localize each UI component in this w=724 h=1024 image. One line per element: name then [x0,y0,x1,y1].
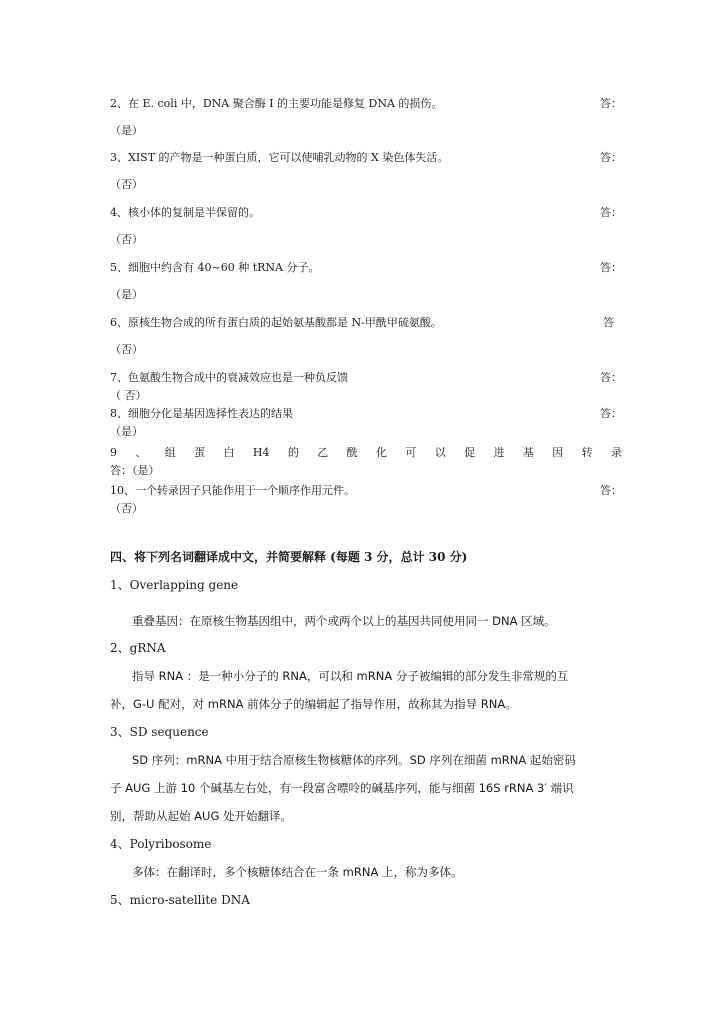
question-2 [110,97,622,111]
term-1: 1、Overlapping gene [110,578,239,592]
q9-part: 酰 [346,446,358,459]
answer-label: 答： [600,407,622,420]
answer-10: （否） [110,502,143,515]
answer-4: （否） [110,233,143,246]
answer-label: 答： [600,484,622,497]
answer-3: （否） [110,178,143,191]
question-text: 10、一个转录因子只能作用于一个顺序作用元件。 [110,484,355,497]
q9-part: 蛋 [194,446,206,459]
question-text: 4、核小体的复制是半保留的。 [110,206,260,219]
q9-part: 转 [581,446,593,459]
answer-label: 答： [600,371,622,384]
q9-part: 化 [375,446,387,459]
answer-label: 答： [600,206,622,219]
q9-part: 可 [405,446,417,459]
term-5: 5、micro-satellite DNA [110,893,250,907]
term-4: 4、Polyribosome [110,837,212,851]
question-8 [110,407,622,421]
question-4 [110,206,622,220]
question-text: 3、XIST 的产物是一种蛋白质，它可以使哺乳动物的 X 染色体失活。 [110,151,449,164]
term-1-explanation: 重叠基因：在原核生物基因组中，两个或两个以上的基因共同使用同一 DNA 区域。 [132,614,556,628]
q9-part: 乙 [317,446,329,459]
term-2-explanation-line-2: 补，G-U 配对，对 mRNA 前体分子的编辑起了指导作用，故称其为指导 RNA。 [110,697,517,711]
answer-label: 答： [600,261,622,274]
question-text: 2、在 E. coli 中，DNA 聚合酶 I 的主要功能是修复 DNA 的损伤。 [110,97,443,110]
term-2-explanation-line-1: 指导 RNA ：是一种小分子的 RNA，可以和 mRNA 分子被编辑的部分发生非常规的互 [132,669,569,683]
section-heading: 四、将下列名词翻译成中文，并简要解释 (每题 3 分，总计 30 分) [110,550,468,564]
term-2: 2、gRNA [110,641,166,655]
answer-9: 答：（是） [110,464,160,477]
answer-8: （是） [110,425,143,438]
q9-part: H4 [252,446,270,459]
answer-label: 答： [600,97,622,110]
answer-2: （是） [110,124,143,137]
question-7 [110,371,622,385]
term-3-explanation-line-2: 子 AUG 上游 10 个碱基左右处，有一段富含嘌呤的碱基序列，能与细菌 16S rRNA 3′ 端识 [110,781,574,795]
q9-part: 的 [287,446,299,459]
term-3-explanation-line-3: 别，帮助从起始 AUG 处开始翻译。 [110,809,293,823]
q9-part: 因 [552,446,564,459]
q9-part: 进 [493,446,505,459]
q9-part: 、 [135,446,147,459]
question-text: 6、原核生物合成的所有蛋白质的起始氨基酸都是 N-甲酰甲硫氨酸。 [110,316,442,329]
question-text: 7、色氨酸生物合成中的衰减效应也是一种负反馈 [110,371,348,384]
q9-part: 以 [434,446,446,459]
question-text: 8、细胞分化是基因选择性表达的结果 [110,407,293,420]
answer-7: （ 否） [110,389,147,402]
term-4-explanation: 多体：在翻译时，多个核糖体结合在一条 mRNA 上，称为多体。 [132,865,463,879]
answer-6: （否） [110,343,143,356]
question-6 [110,316,622,330]
answer-label: 答： [600,151,622,164]
q9-part: 白 [223,446,235,459]
q9-part: 基 [522,446,534,459]
q9-part: 9 [110,446,117,459]
question-10 [110,484,622,498]
question-9 [110,446,622,460]
question-text: 5、细胞中约含有 40~60 种 tRNA 分子。 [110,261,320,274]
answer-label: 答 [603,316,614,329]
term-3: 3、SD sequence [110,725,209,739]
q9-part: 促 [464,446,476,459]
question-3 [110,151,622,165]
question-5 [110,261,622,275]
term-3-explanation-line-1: SD 序列：mRNA 中用于结合原核生物核糖体的序列。SD 序列在细菌 mRNA 起始密码 [132,753,576,767]
answer-5: （是） [110,288,143,301]
q9-part: 组 [164,446,176,459]
q9-part: 录 [610,446,622,459]
